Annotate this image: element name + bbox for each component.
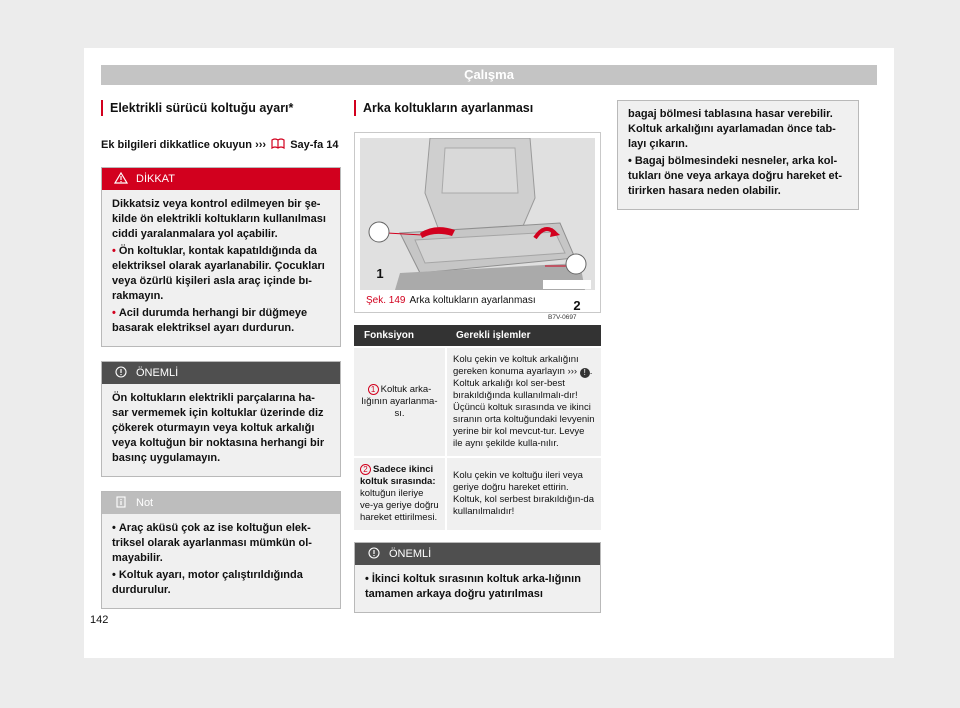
function-table xyxy=(354,325,601,530)
not-body xyxy=(102,514,340,608)
onemli2-box xyxy=(354,542,601,613)
not-header: Not xyxy=(102,492,340,514)
right-column xyxy=(617,100,859,224)
info-circle-icon xyxy=(114,366,128,378)
cross-ref-arrow[interactable]: ››› xyxy=(255,139,267,151)
not-item: • Araç aküsü çok az ise koltuğun elek-triksel olarak ayarlanması mümkün ol-mayabilir. xyxy=(112,522,312,564)
cross-ref-arrow[interactable]: ››› xyxy=(567,366,578,377)
onemli-header: ÖNEMLİ xyxy=(102,362,340,384)
intro-text: Ek bilgileri dikkatlice okuyun ››› Say-fa 14 xyxy=(101,139,339,151)
continued-item: • Bagaj bölmesindeki nesneler, arka kol-tukları öne veya arkaya doğru hareket et-tirirken hasara neden olabilir. xyxy=(628,155,842,197)
onemli2-header: ÖNEMLİ xyxy=(355,543,600,565)
continued-text: bagaj bölmesi tablasına hasar verebilir. Koltuk arkalığını ayarlamadan önce tab-layı çıkarın. xyxy=(628,108,836,150)
table-cell-function: 2 Sadece ikinci koltuk sırasında: koltuğun ileriye ve-ya geriye doğru hareket ettirilmesi. xyxy=(354,457,446,530)
dikkat-text: Dikkatsiz veya kontrol edilmeyen bir şe-kilde ön elektrikli koltukların kullanılması ciddi yaralanmalara yol açabilir. xyxy=(112,198,326,240)
table-row xyxy=(354,347,601,457)
middle-column xyxy=(354,100,601,627)
warning-triangle-icon xyxy=(114,172,128,184)
callout-2: 2 xyxy=(573,298,581,313)
note-icon xyxy=(114,496,128,508)
left-column xyxy=(101,100,341,623)
table-header-row xyxy=(354,325,601,347)
figure-number: Şek. 149 xyxy=(366,295,406,306)
not-item: • Koltuk ayarı, motor çalıştırıldığında durdurulur. xyxy=(112,569,303,596)
dikkat-item: • Acil durumda herhangi bir düğmeye basarak elektriksel ayarı durdurun. xyxy=(112,307,308,334)
not-box xyxy=(101,491,341,609)
dikkat-header: DİKKAT xyxy=(102,168,340,190)
dikkat-item: • Ön koltuklar, kontak kapatıldığında da elektriksel olarak ayarlanabilir. Çocukları veya özürlü kişileri asla araç içinde bı-rakmayın. xyxy=(112,245,325,302)
figure-caption: Şek. 149 Arka koltukların ayarlanması xyxy=(366,295,536,306)
onemli2-item: • İkinci koltuk sırasının koltuk arka-lığının tamamen arkaya doğru yatırılması xyxy=(365,573,581,600)
manual-page xyxy=(84,48,894,658)
callout-1: 1 xyxy=(376,266,384,281)
page-header: Çalışma xyxy=(101,65,877,85)
figure-code: B7V-0697 xyxy=(548,314,577,321)
table-header-function: Fonksiyon xyxy=(354,325,446,347)
section-title-rear-seats: Arka koltukların ayarlanması xyxy=(354,100,601,116)
warning-dot-icon: ! xyxy=(580,368,590,378)
onemli2-body xyxy=(355,565,600,612)
table-cell-action: Kolu çekin ve koltuğu ileri veya geriye doğru hareket ettirin. Koltuk, kol serbest bırakıldığın-da kullanılmalıdır! xyxy=(446,457,601,530)
dikkat-box xyxy=(101,167,341,347)
cross-ref-page[interactable]: Say-fa 14 xyxy=(290,139,339,151)
dikkat-body xyxy=(102,190,340,346)
table-cell-function: 1 Koltuk arka-lığının ayarlanma-sı. xyxy=(354,347,446,457)
table-header-actions: Gerekli işlemler xyxy=(446,325,601,347)
figure-149 xyxy=(354,132,601,321)
onemli2-continued-body xyxy=(618,101,858,209)
seat-illustration xyxy=(360,138,595,290)
onemli-text: Ön koltukların elektrikli parçalarına ha-sar vermemek için koltuklar üzerinde diz çökerek oturmayın veya koltuk arkalığı veya koltuğun bir noktasına herhangi bir basınç uygulamayın. xyxy=(112,392,325,464)
onemli-box xyxy=(101,361,341,477)
section-title-seat: Elektrikli sürücü koltuğu ayarı* xyxy=(101,100,341,116)
table-cell-action: Kolu çekin ve koltuk arkalığını gereken konuma ayarlayın ››› ! . Koltuk arkalığı kol ser-best bırakıldığında kullanılmalı-dır! Üçüncü koltuk sırasında ve ikinci sıranın orta koltuğundaki levyenin yerine bir kol mevcut-tur. Levye ile aynı şekilde kulla-nılır. xyxy=(446,347,601,457)
book-icon xyxy=(271,138,285,149)
page-number: 142 xyxy=(90,614,109,626)
onemli-body xyxy=(102,384,340,476)
table-row xyxy=(354,457,601,530)
onemli2-continued-box xyxy=(617,100,859,210)
info-circle-icon xyxy=(367,547,381,559)
